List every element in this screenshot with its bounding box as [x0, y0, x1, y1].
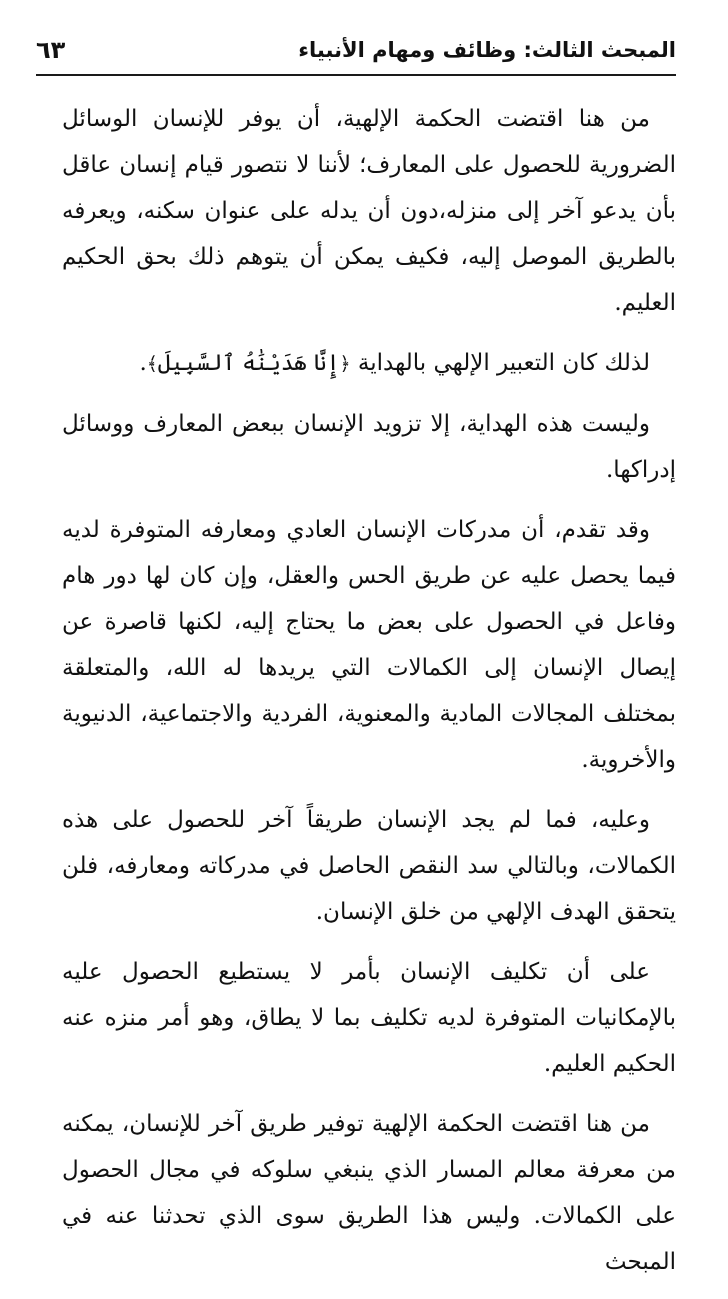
verse-open-bracket: ﴿: [339, 353, 351, 375]
paragraph: من هنا اقتضت الحكمة الإلهية توفير طريق آخر للإنسان، يمكنه من معرفة معالم المسار الذي ينبغي سلوكه في مجال الحصول على الكمالات. وليس هذا الطريق سوى الذي تحدثنا عنه في المبحث: [62, 1111, 676, 1275]
verse-suffix: .: [139, 350, 147, 376]
verse-close-bracket: ﴾: [146, 353, 158, 375]
page-header: [36, 30, 676, 76]
page-body: [62, 96, 676, 1299]
page-number: ٦٣: [36, 36, 66, 64]
paragraph: وعليه، فما لم يجد الإنسان طريقاً آخر للحصول على هذه الكمالات، وبالتالي سد النقص الحاصل في مدركاته ومعارفه، فلن يتحقق الهدف الإلهي من خلق الإنسان.: [62, 807, 676, 925]
verse-prefix: لذلك كان التعبير الإلهي بالهداية: [357, 350, 650, 376]
paragraph: من هنا اقتضت الحكمة الإلهية، أن يوفر للإنسان الوسائل الضرورية للحصول على المعارف؛ لأننا لا نتصور قيام إنسان عاقل بأن يدعو آخر إلى منزله،دون أن يدله على عنوان سكنه، ويعرفه بالطريق الموصل إليه، فكيف يمكن أن يتوهم ذلك بحق الحكيم العليم.: [62, 106, 676, 316]
verse-paragraph: [62, 340, 676, 387]
paragraph: على أن تكليف الإنسان بأمر لا يستطيع الحصول عليه بالإمكانيات المتوفرة لديه تكليف بما لا يطاق، وهو أمر منزه عنه الحكيم العليم.: [62, 959, 676, 1077]
paragraph: وليست هذه الهداية، إلا تزويد الإنسان ببعض المعارف ووسائل إدراكها.: [62, 411, 676, 483]
chapter-title: المبحث الثالث: وظائف ومهام الأنبياء: [298, 38, 676, 62]
paragraph: وقد تقدم، أن مدركات الإنسان العادي ومعارفه المتوفرة لديه فيما يحصل عليه عن طريق الحس والعقل، وإن كان لها دور هام وفاعل في الحصول على بعض ما يحتاج إليه، لكنها قاصرة عن إيصال الإنسان إلى الكمالات التي يريدها له الله، والمتعلقة بمختلف المجالات المادية والمعنوية، الفردية والاجتماعية، الدنيوية والأخروية.: [62, 517, 676, 773]
quran-verse: إِنَّا هَدَيْنَٰهُ ٱلسَّبِيلَ: [157, 351, 340, 376]
